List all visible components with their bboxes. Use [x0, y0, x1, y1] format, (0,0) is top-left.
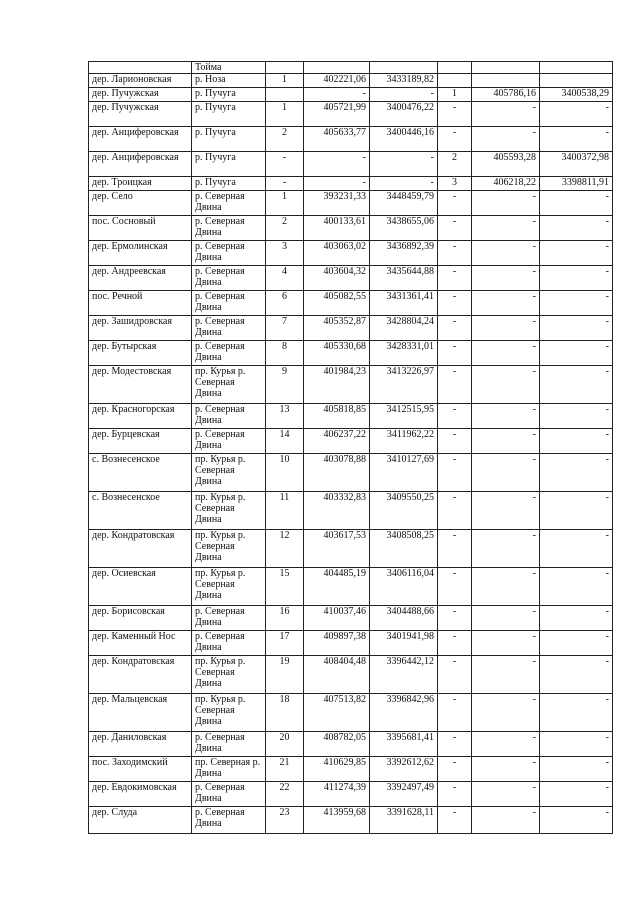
coord-x-cell: 408404,48: [304, 656, 370, 694]
alt-coord-x-cell: -: [472, 656, 540, 694]
settlement-cell: дер. Ермолинская: [89, 241, 192, 266]
settlement-cell: дер. Анциферовская: [89, 152, 192, 177]
alt-coord-x-cell: 406218,22: [472, 177, 540, 191]
coord-x-cell: 405818,85: [304, 404, 370, 429]
alt-point-number-cell: -: [438, 807, 472, 834]
settlement-cell: дер. Село: [89, 191, 192, 216]
point-number-cell: 21: [266, 757, 304, 782]
table-row: [89, 404, 613, 429]
alt-coord-y-cell: -: [540, 366, 613, 404]
alt-coord-y-cell: -: [540, 241, 613, 266]
settlement-cell: дер. Пучужская: [89, 88, 192, 102]
river-cell: Тойма: [192, 62, 266, 74]
alt-coord-y-cell: [540, 62, 613, 74]
alt-coord-y-cell: -: [540, 757, 613, 782]
alt-coord-y-cell: 3398811,91: [540, 177, 613, 191]
coord-y-cell: 3436892,39: [370, 241, 438, 266]
alt-point-number-cell: -: [438, 216, 472, 241]
settlement-cell: дер. Борисовская: [89, 606, 192, 631]
alt-point-number-cell: -: [438, 454, 472, 492]
alt-coord-x-cell: -: [472, 492, 540, 530]
alt-coord-x-cell: -: [472, 606, 540, 631]
alt-point-number-cell: -: [438, 656, 472, 694]
table-row: [89, 216, 613, 241]
alt-coord-y-cell: -: [540, 732, 613, 757]
alt-point-number-cell: -: [438, 404, 472, 429]
coord-x-cell: 410037,46: [304, 606, 370, 631]
alt-coord-x-cell: -: [472, 429, 540, 454]
river-cell: р. Северная Двина: [192, 266, 266, 291]
coord-y-cell: 3431361,41: [370, 291, 438, 316]
alt-coord-x-cell: -: [472, 530, 540, 568]
alt-coord-x-cell: -: [472, 341, 540, 366]
coord-x-cell: 405082,55: [304, 291, 370, 316]
table-row: [89, 429, 613, 454]
alt-point-number-cell: 1: [438, 88, 472, 102]
alt-coord-y-cell: -: [540, 807, 613, 834]
alt-point-number-cell: -: [438, 757, 472, 782]
point-number-cell: 20: [266, 732, 304, 757]
alt-coord-y-cell: -: [540, 404, 613, 429]
alt-coord-x-cell: -: [472, 216, 540, 241]
point-number-cell: 11: [266, 492, 304, 530]
table-row: [89, 631, 613, 656]
point-number-cell: 2: [266, 216, 304, 241]
table-row: [89, 530, 613, 568]
point-number-cell: 4: [266, 266, 304, 291]
coord-y-cell: 3404488,66: [370, 606, 438, 631]
table-row: [89, 656, 613, 694]
river-cell: р. Северная Двина: [192, 316, 266, 341]
point-number-cell: -: [266, 177, 304, 191]
coord-x-cell: 403332,83: [304, 492, 370, 530]
table-row: [89, 127, 613, 152]
settlement-cell: пос. Заходимский: [89, 757, 192, 782]
coord-y-cell: 3411962,22: [370, 429, 438, 454]
alt-point-number-cell: 3: [438, 177, 472, 191]
alt-coord-y-cell: -: [540, 568, 613, 606]
river-cell: пр. Курья р. Северная Двина: [192, 656, 266, 694]
alt-point-number-cell: -: [438, 241, 472, 266]
table-row: [89, 191, 613, 216]
coord-x-cell: 403063,02: [304, 241, 370, 266]
point-number-cell: 7: [266, 316, 304, 341]
coord-x-cell: 409897,38: [304, 631, 370, 656]
table-row: [89, 341, 613, 366]
point-number-cell: 19: [266, 656, 304, 694]
coord-y-cell: 3408508,25: [370, 530, 438, 568]
river-cell: р. Северная Двина: [192, 191, 266, 216]
table-row: [89, 366, 613, 404]
river-cell: р. Ноза: [192, 74, 266, 88]
point-number-cell: [266, 88, 304, 102]
coord-y-cell: 3410127,69: [370, 454, 438, 492]
alt-coord-x-cell: -: [472, 102, 540, 127]
river-cell: р. Пучуга: [192, 88, 266, 102]
alt-coord-y-cell: -: [540, 492, 613, 530]
coord-y-cell: 3395681,41: [370, 732, 438, 757]
coord-x-cell: 405633,77: [304, 127, 370, 152]
settlement-cell: дер. Зашидровская: [89, 316, 192, 341]
settlement-cell: дер. Бутырская: [89, 341, 192, 366]
alt-coord-x-cell: -: [472, 732, 540, 757]
river-cell: р. Северная Двина: [192, 341, 266, 366]
settlement-cell: с. Вознесенское: [89, 454, 192, 492]
alt-point-number-cell: -: [438, 316, 472, 341]
table-row: [89, 568, 613, 606]
coord-x-cell: 393231,33: [304, 191, 370, 216]
point-number-cell: 14: [266, 429, 304, 454]
coord-x-cell: 408782,05: [304, 732, 370, 757]
alt-coord-y-cell: -: [540, 127, 613, 152]
point-number-cell: 13: [266, 404, 304, 429]
alt-coord-y-cell: -: [540, 266, 613, 291]
coord-x-cell: 413959,68: [304, 807, 370, 834]
alt-coord-x-cell: -: [472, 291, 540, 316]
coord-y-cell: 3400476,22: [370, 102, 438, 127]
alt-coord-x-cell: [472, 74, 540, 88]
river-cell: пр. Курья р. Северная Двина: [192, 366, 266, 404]
alt-coord-y-cell: 3400538,29: [540, 88, 613, 102]
alt-coord-x-cell: -: [472, 631, 540, 656]
river-cell: р. Пучуга: [192, 102, 266, 127]
river-cell: р. Северная Двина: [192, 429, 266, 454]
alt-point-number-cell: [438, 62, 472, 74]
table-row: [89, 266, 613, 291]
table-row: [89, 88, 613, 102]
table-row: [89, 62, 613, 74]
river-cell: р. Северная Двина: [192, 241, 266, 266]
settlement-cell: дер. Бурцевская: [89, 429, 192, 454]
settlement-cell: дер. Модестовская: [89, 366, 192, 404]
coord-y-cell: 3392612,62: [370, 757, 438, 782]
river-cell: р. Северная Двина: [192, 606, 266, 631]
coord-y-cell: 3428331,01: [370, 341, 438, 366]
coord-y-cell: 3406116,04: [370, 568, 438, 606]
alt-coord-x-cell: -: [472, 694, 540, 732]
alt-coord-y-cell: -: [540, 102, 613, 127]
alt-point-number-cell: -: [438, 366, 472, 404]
point-number-cell: 23: [266, 807, 304, 834]
coord-x-cell: 402221,06: [304, 74, 370, 88]
settlement-cell: дер. Пучужская: [89, 102, 192, 127]
point-number-cell: 3: [266, 241, 304, 266]
river-cell: р. Северная Двина: [192, 732, 266, 757]
coord-y-cell: 3401941,98: [370, 631, 438, 656]
coordinates-table: [88, 61, 613, 834]
alt-point-number-cell: -: [438, 429, 472, 454]
coord-x-cell: 407513,82: [304, 694, 370, 732]
river-cell: пр. Северная р. Двина: [192, 757, 266, 782]
point-number-cell: -: [266, 152, 304, 177]
alt-coord-y-cell: -: [540, 606, 613, 631]
table-row: [89, 757, 613, 782]
coord-x-cell: -: [304, 152, 370, 177]
table-row: [89, 316, 613, 341]
table-row: [89, 782, 613, 807]
point-number-cell: 15: [266, 568, 304, 606]
coord-y-cell: 3391628,11: [370, 807, 438, 834]
coord-x-cell: 406237,22: [304, 429, 370, 454]
alt-coord-x-cell: -: [472, 782, 540, 807]
settlement-cell: дер. Ларионовская: [89, 74, 192, 88]
river-cell: р. Пучуга: [192, 127, 266, 152]
alt-coord-y-cell: -: [540, 316, 613, 341]
coord-y-cell: -: [370, 177, 438, 191]
point-number-cell: 16: [266, 606, 304, 631]
alt-coord-x-cell: 405786,16: [472, 88, 540, 102]
alt-coord-x-cell: -: [472, 366, 540, 404]
alt-point-number-cell: -: [438, 492, 472, 530]
settlement-cell: с. Вознесенское: [89, 492, 192, 530]
coord-x-cell: 403617,53: [304, 530, 370, 568]
river-cell: пр. Курья р. Северная Двина: [192, 694, 266, 732]
table-row: [89, 807, 613, 834]
alt-coord-y-cell: -: [540, 341, 613, 366]
alt-coord-y-cell: -: [540, 782, 613, 807]
settlement-cell: дер. Кондратовская: [89, 656, 192, 694]
point-number-cell: 10: [266, 454, 304, 492]
coord-x-cell: 403078,88: [304, 454, 370, 492]
settlement-cell: дер. Осиевская: [89, 568, 192, 606]
coord-y-cell: 3433189,82: [370, 74, 438, 88]
alt-point-number-cell: -: [438, 606, 472, 631]
coord-y-cell: 3413226,97: [370, 366, 438, 404]
alt-coord-y-cell: -: [540, 191, 613, 216]
table-row: [89, 152, 613, 177]
settlement-cell: дер. Даниловская: [89, 732, 192, 757]
settlement-cell: дер. Троицкая: [89, 177, 192, 191]
point-number-cell: 1: [266, 191, 304, 216]
coord-y-cell: 3435644,88: [370, 266, 438, 291]
table-row: [89, 492, 613, 530]
alt-point-number-cell: -: [438, 530, 472, 568]
table-row: [89, 694, 613, 732]
alt-point-number-cell: -: [438, 568, 472, 606]
alt-coord-x-cell: [472, 62, 540, 74]
table-row: [89, 177, 613, 191]
alt-point-number-cell: -: [438, 102, 472, 127]
point-number-cell: [266, 62, 304, 74]
alt-coord-y-cell: 3400372,98: [540, 152, 613, 177]
alt-coord-x-cell: -: [472, 757, 540, 782]
settlement-cell: дер. Андреевская: [89, 266, 192, 291]
alt-coord-x-cell: -: [472, 404, 540, 429]
coord-x-cell: 401984,23: [304, 366, 370, 404]
coord-y-cell: 3392497,49: [370, 782, 438, 807]
point-number-cell: 22: [266, 782, 304, 807]
river-cell: р. Северная Двина: [192, 807, 266, 834]
table-row: [89, 74, 613, 88]
alt-point-number-cell: -: [438, 782, 472, 807]
coord-y-cell: 3412515,95: [370, 404, 438, 429]
river-cell: р. Северная Двина: [192, 291, 266, 316]
river-cell: пр. Курья р. Северная Двина: [192, 492, 266, 530]
coord-y-cell: [370, 62, 438, 74]
point-number-cell: 1: [266, 74, 304, 88]
settlement-cell: пос. Сосновый: [89, 216, 192, 241]
point-number-cell: 6: [266, 291, 304, 316]
table-row: [89, 606, 613, 631]
point-number-cell: 17: [266, 631, 304, 656]
alt-coord-y-cell: -: [540, 454, 613, 492]
coord-x-cell: 405352,87: [304, 316, 370, 341]
alt-coord-x-cell: -: [472, 191, 540, 216]
river-cell: р. Северная Двина: [192, 404, 266, 429]
settlement-cell: дер. Анциферовская: [89, 127, 192, 152]
settlement-cell: дер. Кондратовская: [89, 530, 192, 568]
settlement-cell: дер. Слуда: [89, 807, 192, 834]
coord-x-cell: 404485,19: [304, 568, 370, 606]
coord-x-cell: -: [304, 177, 370, 191]
table-body: [89, 62, 613, 834]
settlement-cell: дер. Красногорская: [89, 404, 192, 429]
point-number-cell: 9: [266, 366, 304, 404]
alt-point-number-cell: -: [438, 266, 472, 291]
alt-coord-x-cell: -: [472, 127, 540, 152]
alt-point-number-cell: [438, 74, 472, 88]
alt-point-number-cell: -: [438, 191, 472, 216]
alt-coord-y-cell: -: [540, 429, 613, 454]
coord-y-cell: 3400446,16: [370, 127, 438, 152]
table-row: [89, 102, 613, 127]
settlement-cell: пос. Речной: [89, 291, 192, 316]
river-cell: р. Северная Двина: [192, 216, 266, 241]
alt-point-number-cell: -: [438, 694, 472, 732]
alt-coord-y-cell: -: [540, 631, 613, 656]
alt-coord-x-cell: -: [472, 266, 540, 291]
river-cell: р. Пучуга: [192, 152, 266, 177]
point-number-cell: 18: [266, 694, 304, 732]
coord-x-cell: 403604,32: [304, 266, 370, 291]
coord-x-cell: 400133,61: [304, 216, 370, 241]
coord-y-cell: 3396842,96: [370, 694, 438, 732]
point-number-cell: 12: [266, 530, 304, 568]
coord-y-cell: 3438655,06: [370, 216, 438, 241]
river-cell: р. Северная Двина: [192, 631, 266, 656]
alt-point-number-cell: 2: [438, 152, 472, 177]
alt-coord-y-cell: -: [540, 656, 613, 694]
river-cell: р. Северная Двина: [192, 782, 266, 807]
point-number-cell: 8: [266, 341, 304, 366]
table-row: [89, 732, 613, 757]
coord-y-cell: 3428804,24: [370, 316, 438, 341]
alt-coord-x-cell: -: [472, 316, 540, 341]
coord-x-cell: 411274,39: [304, 782, 370, 807]
coord-x-cell: 405721,99: [304, 102, 370, 127]
coord-y-cell: -: [370, 152, 438, 177]
alt-point-number-cell: -: [438, 732, 472, 757]
coord-y-cell: -: [370, 88, 438, 102]
coord-x-cell: 405330,68: [304, 341, 370, 366]
coord-y-cell: 3396442,12: [370, 656, 438, 694]
table-row: [89, 241, 613, 266]
alt-coord-y-cell: -: [540, 694, 613, 732]
alt-coord-y-cell: -: [540, 291, 613, 316]
alt-point-number-cell: -: [438, 291, 472, 316]
alt-coord-y-cell: [540, 74, 613, 88]
alt-coord-x-cell: -: [472, 241, 540, 266]
coord-y-cell: 3409550,25: [370, 492, 438, 530]
point-number-cell: 1: [266, 102, 304, 127]
river-cell: пр. Курья р. Северная Двина: [192, 530, 266, 568]
alt-coord-y-cell: -: [540, 216, 613, 241]
alt-coord-x-cell: -: [472, 807, 540, 834]
alt-coord-y-cell: -: [540, 530, 613, 568]
settlement-cell: дер. Каменный Нос: [89, 631, 192, 656]
settlement-cell: дер. Евдокимовская: [89, 782, 192, 807]
coord-x-cell: [304, 62, 370, 74]
alt-coord-x-cell: -: [472, 568, 540, 606]
coord-x-cell: 410629,85: [304, 757, 370, 782]
point-number-cell: 2: [266, 127, 304, 152]
coord-x-cell: -: [304, 88, 370, 102]
settlement-cell: дер. Мальцевская: [89, 694, 192, 732]
river-cell: пр. Курья р. Северная Двина: [192, 454, 266, 492]
alt-point-number-cell: -: [438, 127, 472, 152]
alt-point-number-cell: -: [438, 631, 472, 656]
settlement-cell: [89, 62, 192, 74]
table-row: [89, 454, 613, 492]
alt-coord-x-cell: 405593,28: [472, 152, 540, 177]
alt-point-number-cell: -: [438, 341, 472, 366]
river-cell: р. Пучуга: [192, 177, 266, 191]
river-cell: пр. Курья р. Северная Двина: [192, 568, 266, 606]
coord-y-cell: 3448459,79: [370, 191, 438, 216]
table-row: [89, 291, 613, 316]
alt-coord-x-cell: -: [472, 454, 540, 492]
